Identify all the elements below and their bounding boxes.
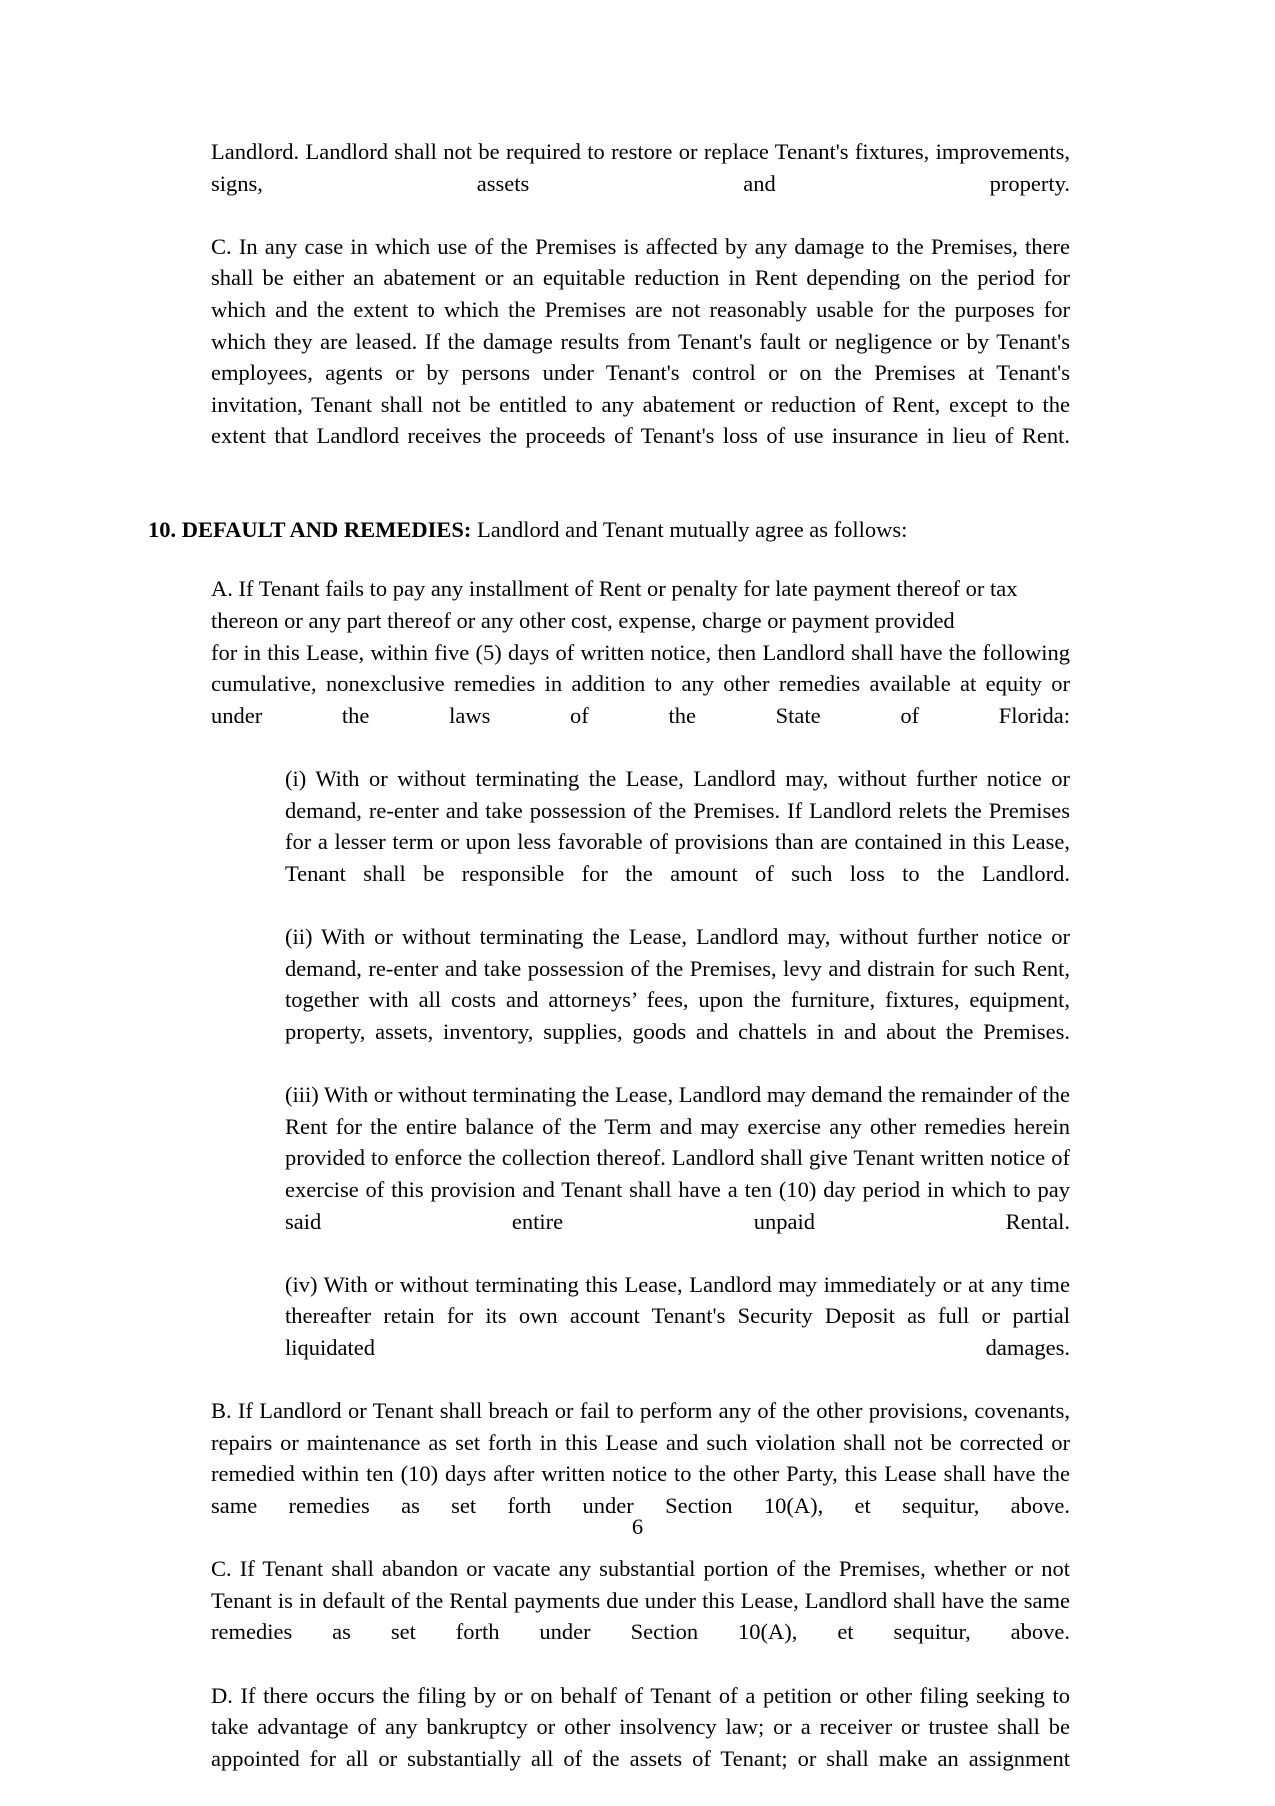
- clause-a-part1: A. If Tenant fails to pay any installment of Rent or penalty for late payment thereof or tax thereon or any part thereof or any other cost, expense, charge or payment provided: [211, 576, 1018, 633]
- remedy-item-iii: (iii) With or without terminating the Lease, Landlord may demand the remainder of the Rent for the entire balance of the Term and may exercise any other remedies herein provided to enforce the collection thereof. Landlord shall give Tenant written notice of exercise of this provision and Tenant shall have a ten (10) day period in which to pay said entire unpaid Rental.: [285, 1082, 1070, 1234]
- top-paragraph-block: [211, 136, 1070, 484]
- remedies-roman-list: [285, 763, 1070, 1395]
- remedy-item-iv: (iv) With or without terminating this Lease, Landlord may immediately or at any time thereafter retain for its own account Tenant's Security Deposit as full or partial liquidated damages.: [285, 1271, 1070, 1360]
- section-lead-in: Landlord and Tenant mutually agree as follows:: [471, 516, 908, 542]
- section-title: DEFAULT AND REMEDIES:: [181, 516, 472, 542]
- remedy-item-i: (i) With or without terminating the Lease, Landlord may, without further notice or demand, re-enter and take possession of the Premises. If Landlord relets the Premises for a lesser term or upon less favorable of provisions than are contained in this Lease, Tenant shall be responsible for the amount of such loss to the Landlord.: [285, 765, 1070, 886]
- clause-b-paragraph: B. If Landlord or Tenant shall breach or fail to perform any of the other provisions, covenants, repairs or maintenance as set forth in this Lease and such violation shall not be corrected or remedied within ten (10) days after written notice to the other Party, this Lease shall have the same remedies as set forth under Section 10(A), et sequitur, above.: [211, 1398, 1070, 1518]
- clause-c-damage-paragraph: C. In any case in which use of the Premises is affected by any damage to the Premises, there shall be either an abatement or an equitable reduction in Rent depending on the period for which and the extent to which the Premises are not reasonably usable for the purposes for which they are leased. If the damage results from Tenant's fault or negligence or by Tenant's employees, agents or by persons under Tenant's control or on the Premises at Tenant's invitation, Tenant shall not be entitled to any abatement or reduction of Rent, except to the extent that Landlord receives the proceeds of Tenant's loss of use insurance in lieu of Rent.: [211, 233, 1070, 449]
- continuation-paragraph: Landlord. Landlord shall not be required to restore or replace Tenant's fixtures, improvements, signs, assets and property.: [211, 139, 1070, 196]
- spacer-after-heading: [148, 545, 1070, 573]
- page-number: 6: [631, 1514, 644, 1539]
- spacer-before-heading: [148, 484, 1070, 514]
- section-number: 10.: [148, 516, 177, 542]
- clause-c-paragraph: C. If Tenant shall abandon or vacate any substantial portion of the Premises, whether or not Tenant is in default of the Rental payments due under this Lease, Landlord shall have the same remedies as set forth under Section 10(A), et sequitur, above.: [211, 1556, 1070, 1645]
- section-10-heading: [148, 514, 1070, 546]
- remedy-item-ii: (ii) With or without terminating the Lease, Landlord may, without further notice or demand, re-enter and take possession of the Premises, levy and distrain for such Rent, together with all costs and attorneys’ fees, upon the furniture, fixtures, equipment, property, assets, inventory, supplies, goods and chattels in and about the Premises.: [285, 924, 1070, 1044]
- page-content: [148, 136, 1070, 1806]
- clause-d-paragraph: D. If there occurs the filing by or on behalf of Tenant of a petition or other filing seeking to take advantage of any bankruptcy or other insolvency law; or a receiver or trustee shall be appointed for all or substantially all of the assets of Tenant; or shall make an assignment: [211, 1682, 1070, 1771]
- clause-a-block: [211, 573, 1070, 1806]
- clause-a-part2: for in this Lease, within five (5) days of written notice, then Landlord shall have the following cumulative, nonexclusive remedies in addition to any other remedies available at equity or under the laws of the State of Florida:: [211, 639, 1070, 728]
